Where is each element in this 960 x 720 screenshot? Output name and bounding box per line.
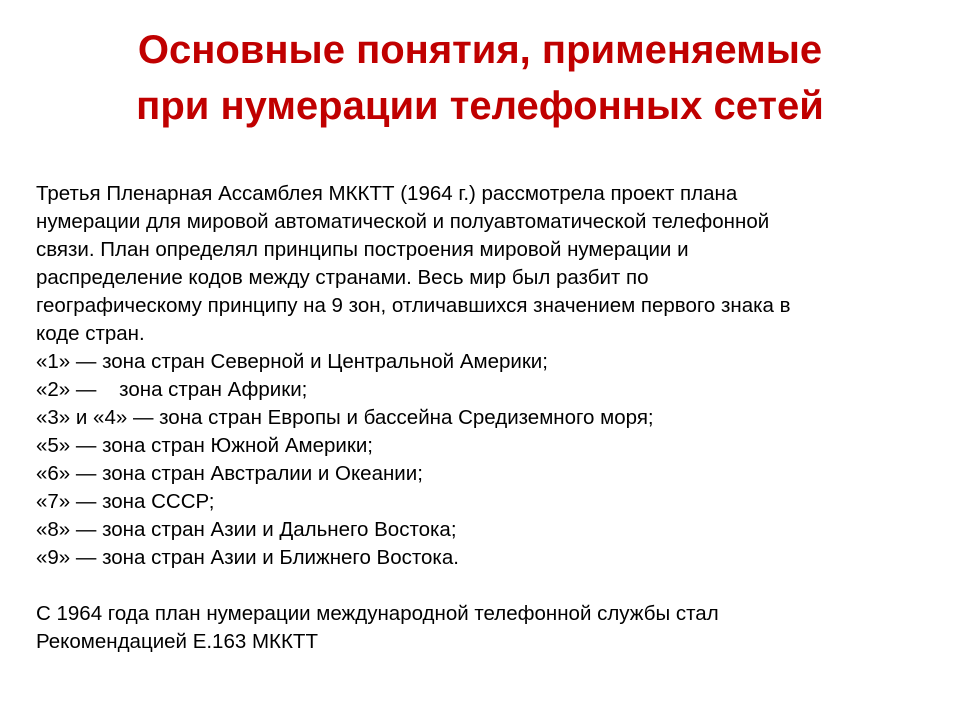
intro-line-1: Третья Пленарная Ассамблея МККТТ (1964 г.) рассмотрела проект плана	[36, 182, 738, 205]
zone-item-2: «2» — зона стран Африки;	[36, 378, 308, 401]
zone-item-7: «7» — зона СССР;	[36, 490, 215, 513]
zone-item-8: «8» — зона стран Азии и Дальнего Востока;	[36, 518, 457, 541]
title-line-2: при нумерации телефонных сетей	[136, 84, 824, 128]
zone-item-1: «1» — зона стран Северной и Центральной Америки;	[36, 350, 548, 373]
intro-line-4: распределение кодов между странами. Весь мир был разбит по	[36, 266, 649, 289]
zone-item-5: «5» — зона стран Южной Америки;	[36, 434, 373, 457]
title-line-1: Основные понятия, применяемые	[137, 28, 823, 72]
intro-paragraph	[36, 180, 926, 348]
closing-paragraph	[36, 600, 926, 656]
zone-list	[36, 348, 926, 572]
intro-line-6: коде стран.	[36, 322, 145, 345]
slide-body	[36, 180, 926, 656]
closing-line-1: С 1964 года план нумерации международной телефонной службы стал	[36, 602, 719, 625]
intro-line-2: нумерации для мировой автоматической и полуавтоматической телефонной	[36, 210, 770, 233]
zone-item-6: «6» — зона стран Австралии и Океании;	[36, 462, 423, 485]
closing-line-2: Рекомендацией Е.163 МККТТ	[36, 630, 318, 653]
zone-item-9: «9» — зона стран Азии и Ближнего Востока.	[36, 546, 459, 569]
intro-line-3: связи. План определял принципы построения мировой нумерации и	[36, 238, 689, 261]
intro-line-5: географическому принципу на 9 зон, отличавшихся значением первого знака в	[36, 294, 791, 317]
slide-title	[0, 22, 960, 134]
zone-item-3-4: «3» и «4» — зона стран Европы и бассейна Средиземного моря;	[36, 406, 654, 429]
